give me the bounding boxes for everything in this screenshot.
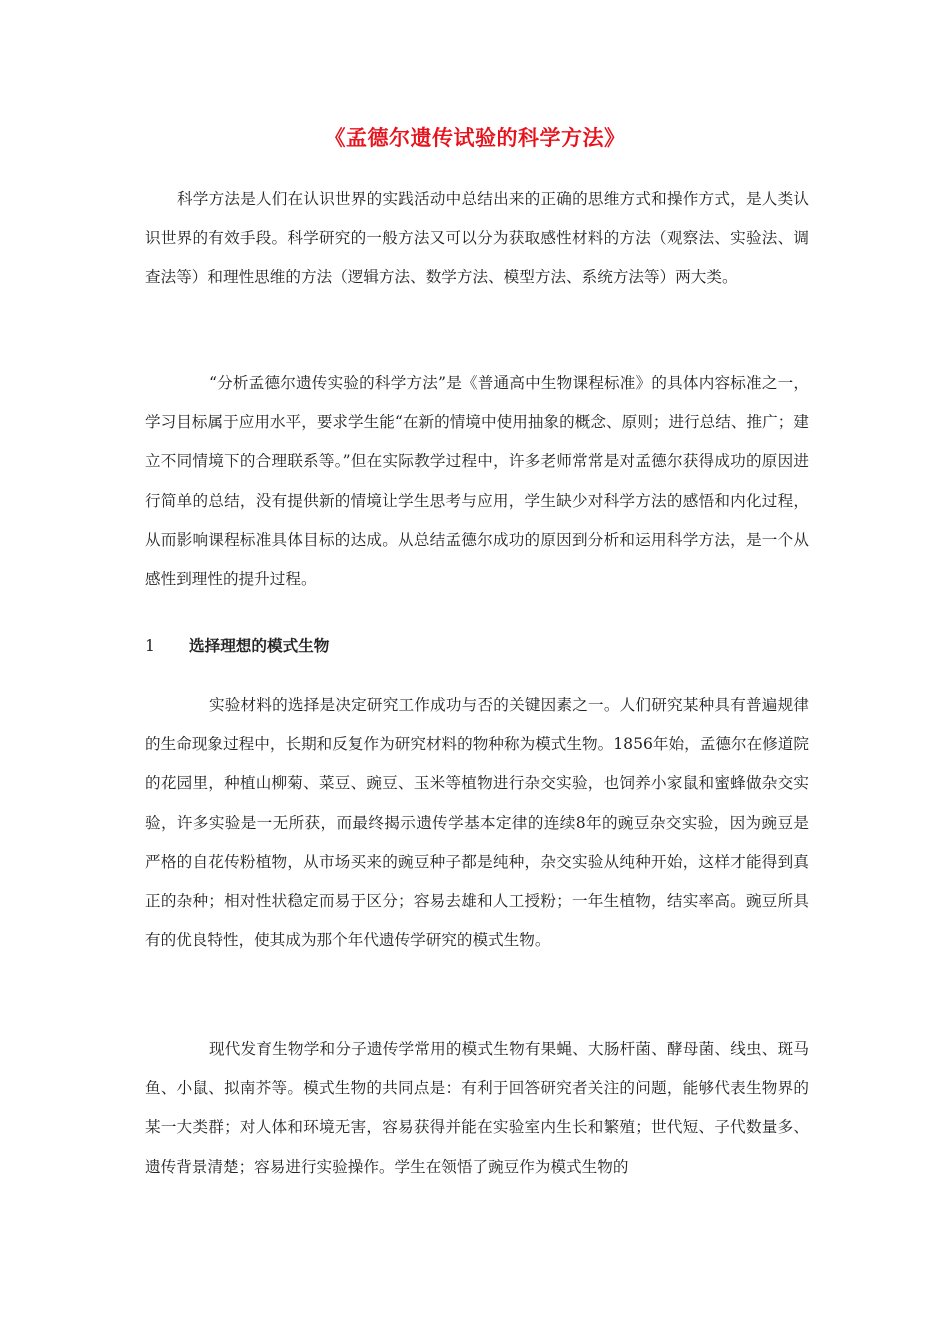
paragraph-modern-model-organisms: 现代发育生物学和分子遗传学常用的模式生物有果蝇、大肠杆菌、酵母菌、线虫、斑马鱼、小鼠、拟南芥等。模式生物的共同点是：有利于回答研究者关注的问题，能够代表生物界的某一大类群；对人体和环境无害，容易获得并能在实验室内生长和繁殖；世代短、子代数量多、遗传背景清楚；容易进行实验操作。学生在领悟了豌豆作为模式生物的 (145, 1040, 809, 1176)
paragraph-scientific-method-intro: 科学方法是人们在认识世界的实践活动中总结出来的正确的思维方式和操作方式，是人类认识世界的有效手段。科学研究的一般方法又可以分为获取感性材料的方法（观察法、实验法、调查法等）和理性思维的方法（逻辑方法、数学方法、模型方法、系统方法等）两大类。 (145, 190, 809, 287)
paragraph-model-organism-pea: 实验材料的选择是决定研究工作成功与否的关键因素之一。人们研究某种具有普遍规律的生命现象过程中，长期和反复作为研究材料的物种称为模式生物。1856年始，孟德尔在修道院的花园里，种植山柳菊、菜豆、豌豆、玉米等植物进行杂交实验，也饲养小家鼠和蜜蜂做杂交实验，许多实验是一无所获，而最终揭示遗传学基本定律的连续8年的豌豆杂交实验，因为豌豆是严格的自花传粉植物，从市场买来的豌豆种子都是纯种，杂交实验从纯种开始，这样才能得到真正的杂种；相对性状稳定而易于区分；容易去雄和人工授粉；一年生植物，结实率高。豌豆所具有的优良特性，使其成为那个年代遗传学研究的模式生物。 (145, 696, 809, 950)
paragraph-curriculum-standard: “分析孟德尔遗传实验的科学方法”是《普通高中生物课程标准》的具体内容标准之一，学习目标属于应用水平，要求学生能“在新的情境中使用抽象的概念、原则；进行总结、推广；建立不同情境下的合理联系等。”但在实际教学过程中，许多老师常常是对孟德尔获得成功的原因进行简单的总结，没有提供新的情境让学生思考与应用，学生缺少对科学方法的感悟和内化过程，从而影响课程标准具体目标的达成。从总结孟德尔成功的原因到分析和运用科学方法，是一个从感性到理性的提升过程。 (145, 374, 809, 589)
section-number: 1 (145, 637, 155, 655)
section-heading (145, 634, 329, 658)
document-title: 《孟德尔遗传试验的科学方法》 (324, 125, 626, 150)
section-heading-text: 选择理想的模式生物 (189, 636, 330, 655)
